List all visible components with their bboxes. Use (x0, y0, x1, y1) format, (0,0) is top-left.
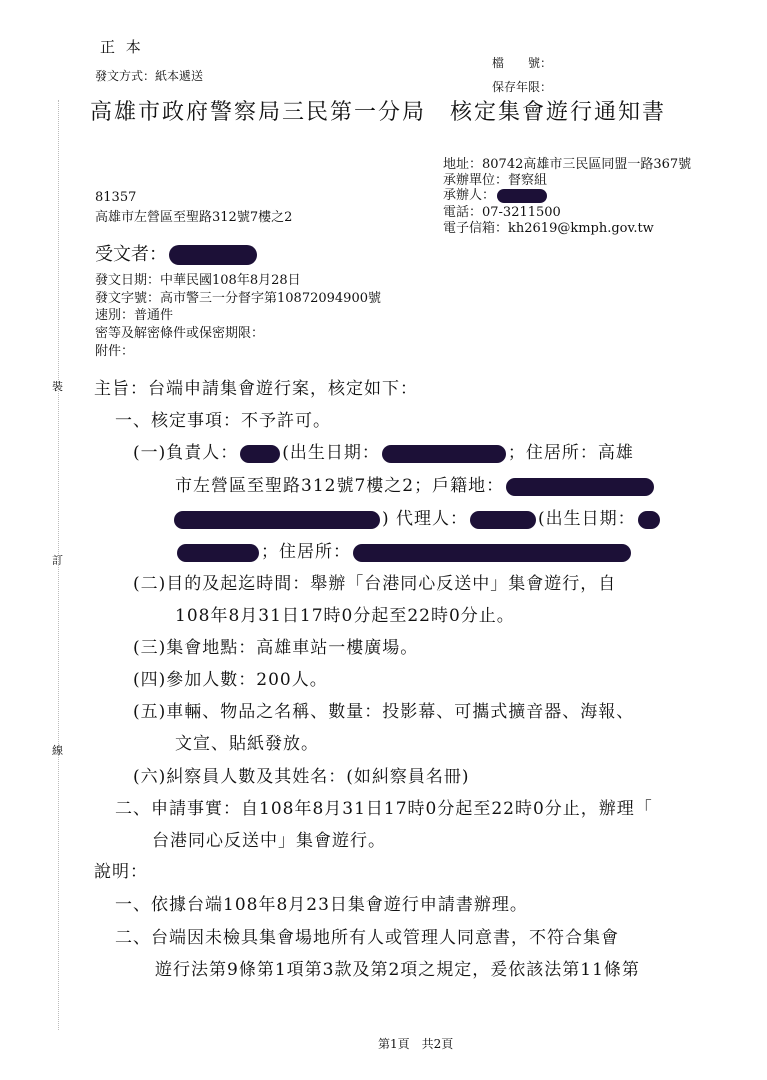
redaction (470, 511, 536, 529)
item-1-1-line4 (175, 537, 633, 562)
explanation-2-line2: 遊行法第9條第1項第3款及第2項之規定，爰依該法第11條第 (155, 960, 640, 980)
issue-date: 發文日期：中華民國108年8月28日 (95, 273, 301, 288)
margin-mark-staple: 訂 (52, 554, 63, 567)
file-number-label: 檔 號： (492, 56, 553, 70)
item-1-2-line2: 108年8月31日17時0分起至22時0分止。 (175, 606, 515, 626)
redaction (177, 544, 259, 562)
redaction (506, 478, 654, 496)
explanation-heading: 說明： (94, 862, 148, 882)
item-1-3: (三)集會地點：高雄車站一樓廣場。 (133, 638, 419, 658)
recipient-zip: 81357 (95, 190, 137, 205)
explanation-1: 一、依據台端108年8月23日集會遊行申請書辦理。 (115, 895, 528, 915)
copy-label: 正 本 (100, 38, 144, 56)
redaction (174, 511, 380, 529)
retention-label: 保存年限： (492, 80, 553, 94)
item-1-5-line1: (五)車輛、物品之名稱、數量：投影幕、可攜式擴音器、海報、 (133, 702, 635, 722)
item-text: ) 代理人： (382, 509, 469, 529)
contact-phone: 電話：07-3211500 (443, 205, 561, 220)
recipient-line (95, 240, 259, 266)
item-2-line2: 台港同心反送中」集會遊行。 (152, 831, 386, 851)
item-text: (出生日期： (282, 443, 380, 463)
item-1-1-line3 (172, 504, 662, 529)
item-1-6: (六)糾察員人數及其姓名：(如糾察員名冊) (133, 767, 470, 787)
item-text: ；住居所：高雄 (507, 443, 634, 463)
item-text: (一)負責人： (133, 443, 239, 463)
item-text: 市左營區至聖路312號7樓之2；戶籍地： (175, 476, 505, 496)
document-title: 高雄市政府警察局三民第一分局 核定集會遊行通知書 (90, 100, 667, 125)
contact-email: 電子信箱：kh2619@kmph.gov.tw (443, 221, 654, 236)
item-text: ；住居所： (261, 542, 351, 562)
item-text: (出生日期： (538, 509, 636, 529)
dispatch-method: 發文方式：紙本遞送 (95, 69, 204, 83)
redaction (169, 245, 257, 265)
attachment: 附件： (95, 344, 135, 359)
secrecy-level: 密等及解密條件或保密期限： (95, 326, 265, 341)
item-1-1-line1 (133, 438, 634, 463)
recipient-label: 受文者： (95, 244, 167, 265)
item-1-5-line2: 文宣、貼紙發放。 (175, 734, 319, 754)
redaction (240, 445, 280, 463)
recipient-address: 高雄市左營區至聖路312號7樓之2 (95, 210, 293, 225)
item-1-4: (四)參加人數：200人。 (133, 670, 328, 690)
margin-mark-bind: 裝 (52, 380, 63, 393)
page-number: 第1頁 共2頁 (378, 1037, 454, 1051)
item-1-2-line1: (二)目的及起迄時間：舉辦「台港同心反送中」集會遊行，自 (133, 574, 617, 594)
delivery-speed: 速別：普通件 (95, 308, 174, 323)
redaction (638, 511, 660, 529)
contact-address: 地址：80742高雄市三民區同盟一路367號 (443, 157, 692, 172)
margin-mark-line: 線 (52, 744, 63, 757)
subject: 主旨：台端申請集會遊行案，核定如下： (94, 379, 418, 399)
contact-unit: 承辦單位：督察組 (443, 173, 548, 188)
document-number: 發文字號：高市警三一分督字第10872094900號 (95, 291, 381, 306)
item-1: 一、核定事項：不予許可。 (115, 411, 331, 431)
officer-label: 承辦人： (443, 188, 496, 203)
redaction (382, 445, 506, 463)
explanation-2-line1: 二、台端因未檢具集會場地所有人或管理人同意書，不符合集會 (115, 928, 619, 948)
redaction (353, 544, 631, 562)
item-1-1-line2 (175, 471, 656, 496)
item-2-line1: 二、申請事實：自108年8月31日17時0分起至22時0分止，辦理「 (115, 799, 653, 819)
